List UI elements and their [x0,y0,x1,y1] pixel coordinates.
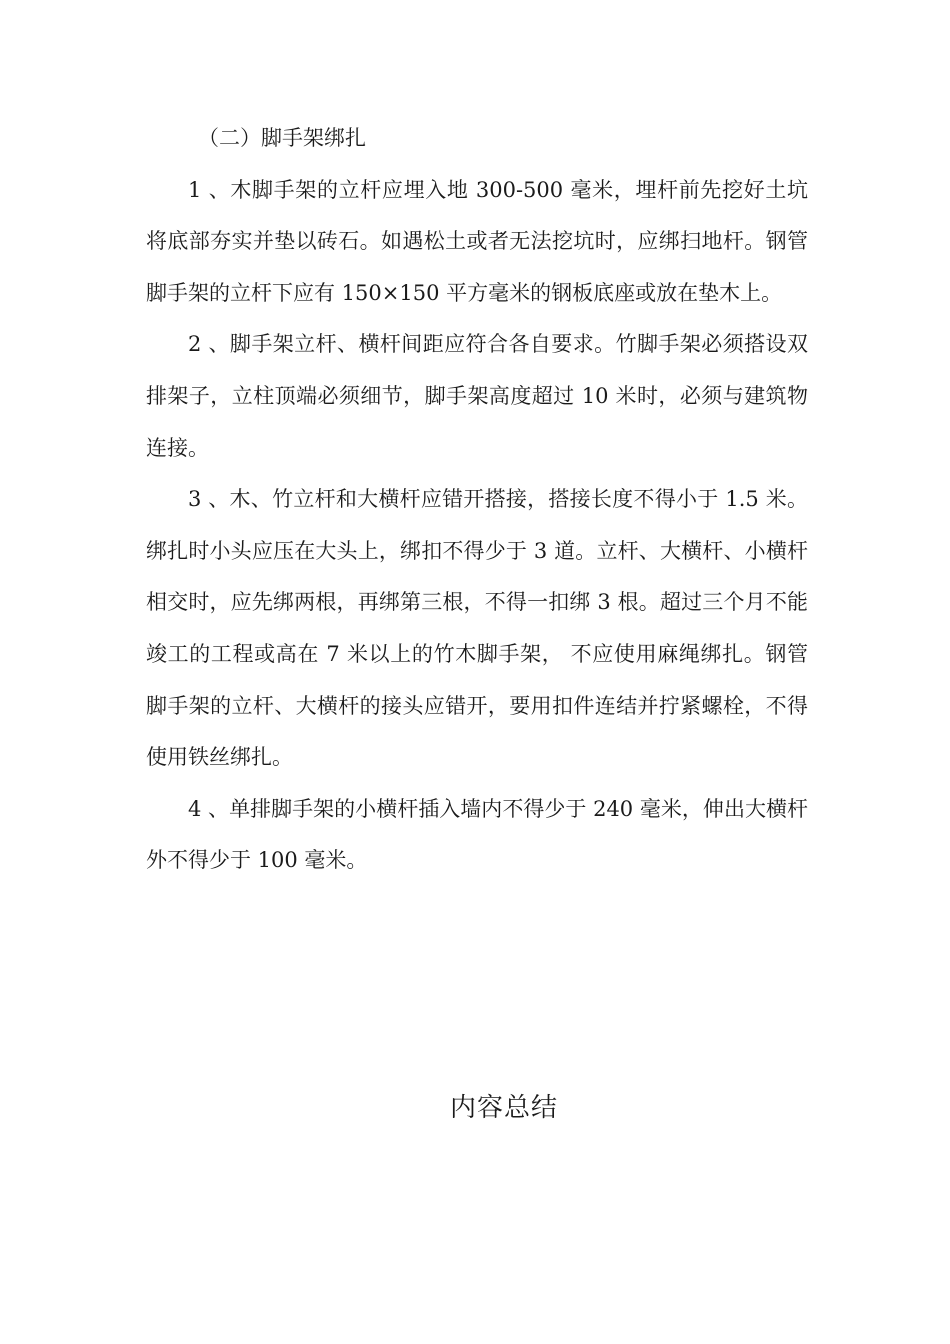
paragraph-1: 1 、木脚手架的立杆应埋入地 300-500 毫米，埋杆前先挖好土坑将底部夯实并垫以砖石。如遇松土或者无法挖坑时，应绑扫地杆。钢管脚手架的立杆下应有 150×150 平方毫米的钢板底座或放在垫木上。 [146,177,808,305]
document-body [146,113,808,887]
summary-title: 内容总结 [449,1093,558,1123]
paragraph-4: 4 、单排脚手架的小横杆插入墙内不得少于 240 毫米，伸出大横杆外不得少于 100 毫米。 [146,796,808,873]
paragraph-2: 2 、脚手架立杆、横杆间距应符合各自要求。竹脚手架必须搭设双排架子，立柱顶端必须细节，脚手架高度超过 10 米时，必须与建筑物连接。 [146,332,808,460]
section-title: （二）脚手架绑扎 [198,126,366,150]
paragraph-3: 3 、木、竹立杆和大横杆应错开搭接，搭接长度不得小于 1.5 米。绑扎时小头应压在大头上，绑扣不得少于 3 道。立杆、大横杆、小横杆相交时，应先绑两根，再绑第三根，不得一扣绑 3 根。超过三个月不能竣工的工程或高在 7 米以上的竹木脚手架， 不应使用麻绳绑扎。钢管脚手架的立杆、大横杆的接头应错开，要用扣件连结并拧紧螺栓，不得使用铁丝绑扎。 [146,487,808,770]
